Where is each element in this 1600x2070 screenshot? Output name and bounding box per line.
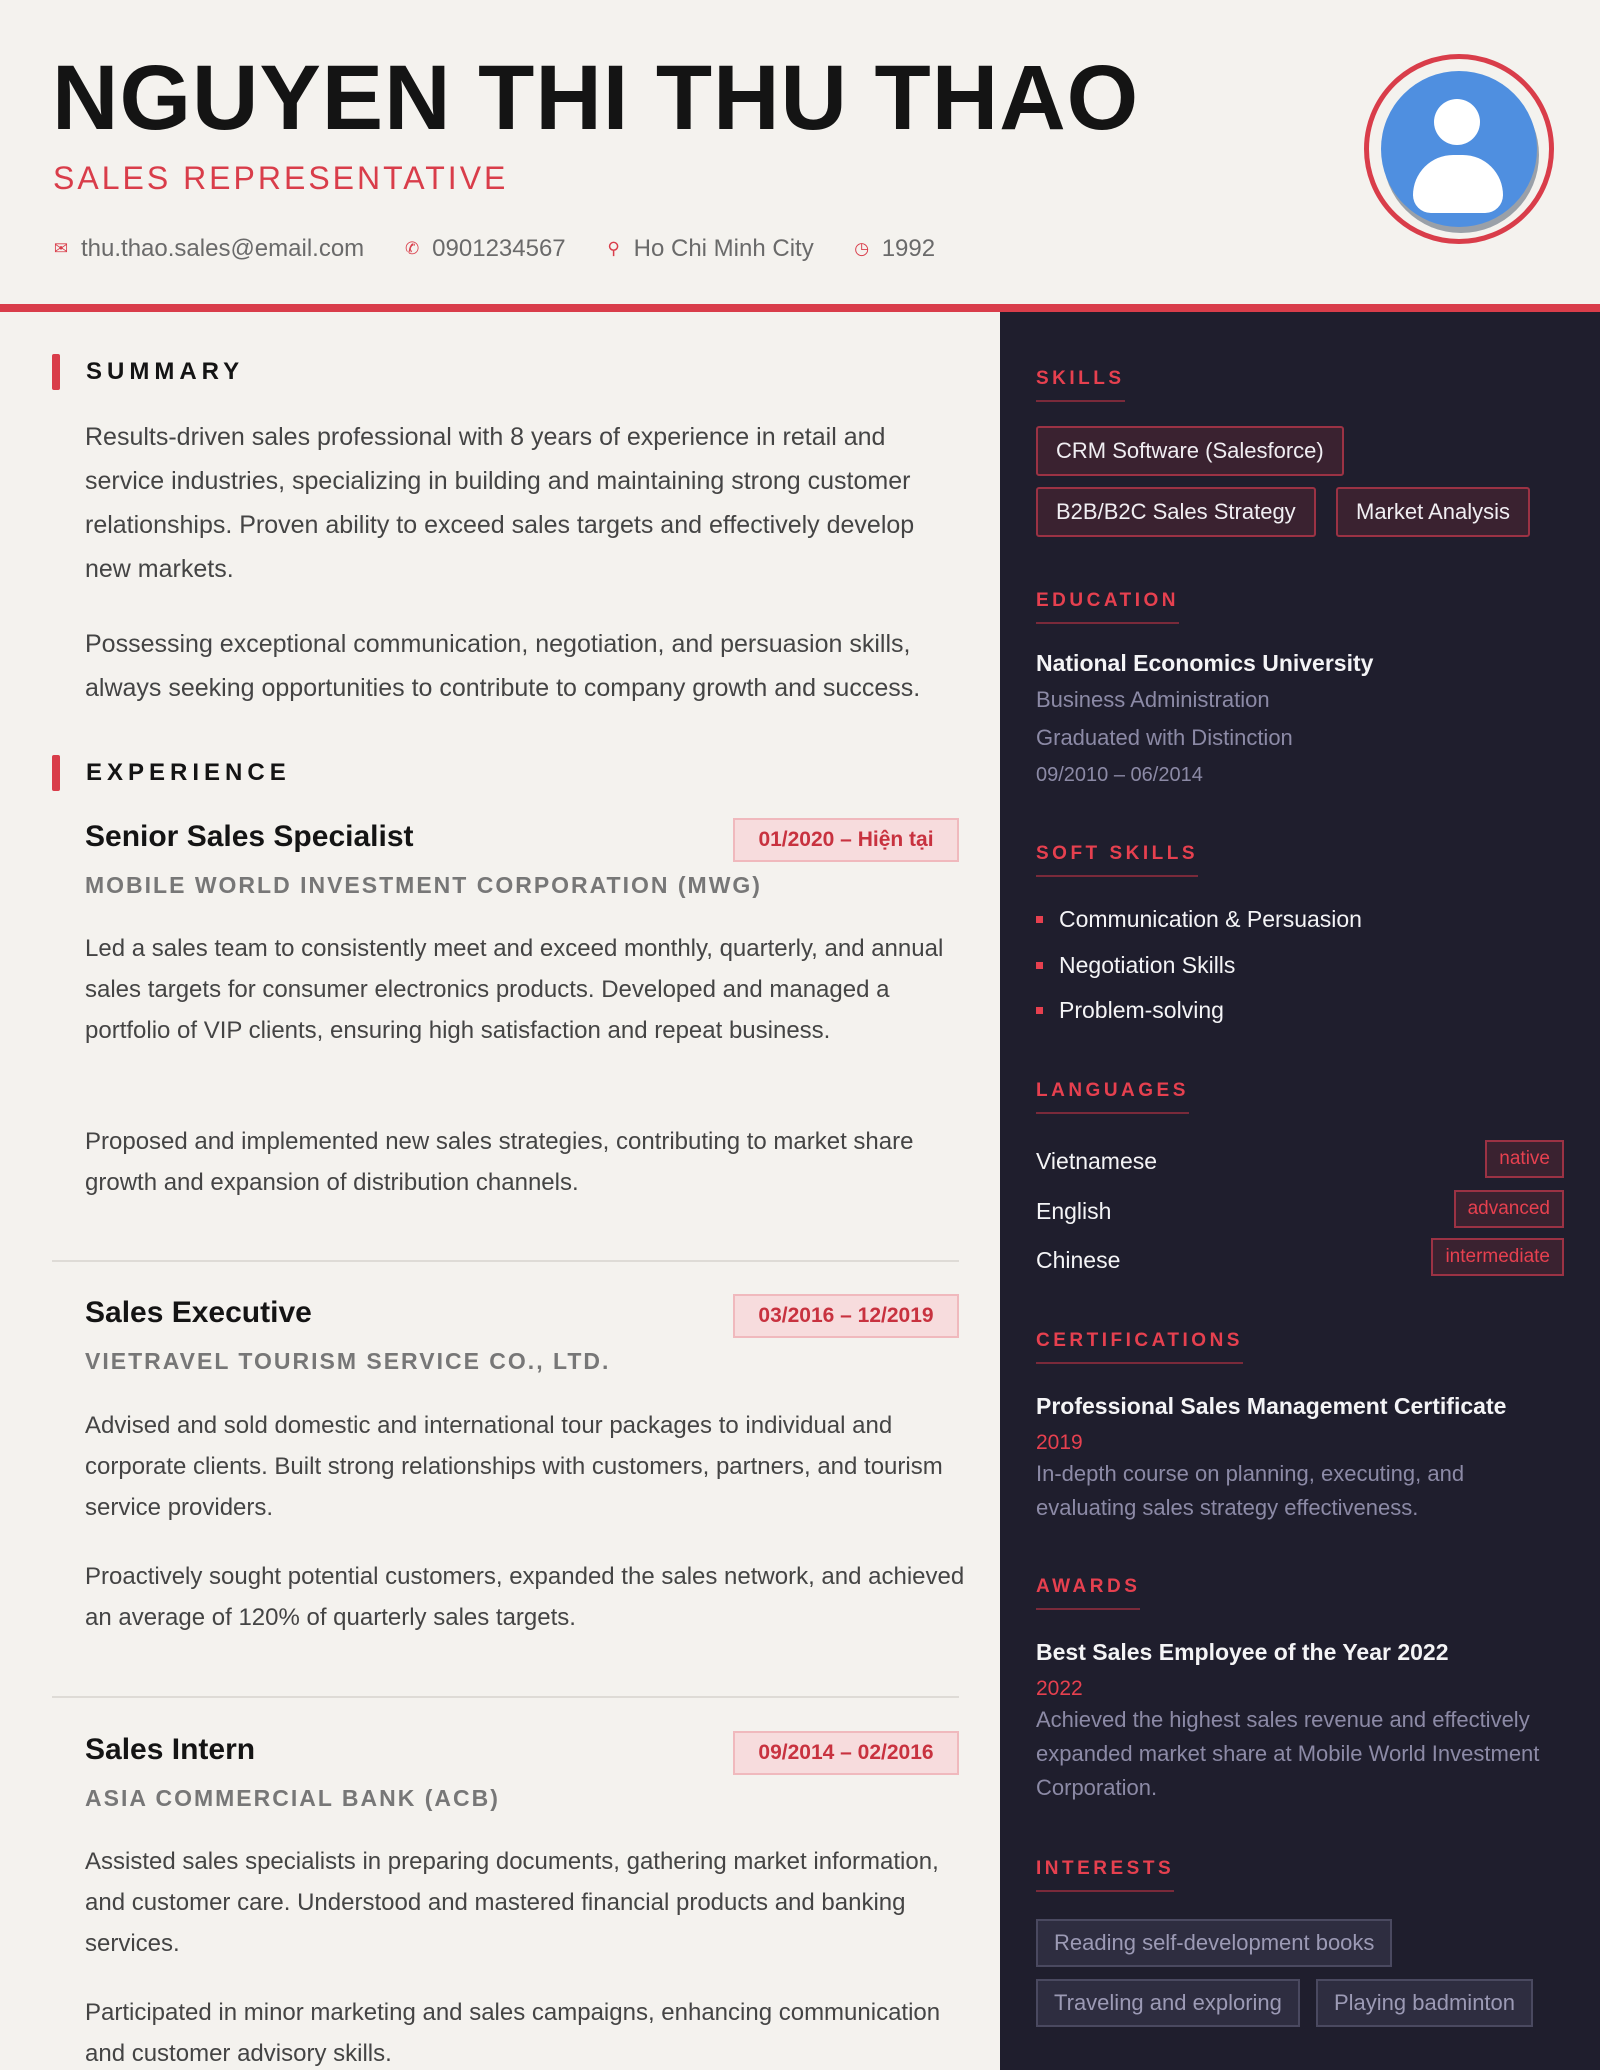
mail-icon: ✉ [53,239,69,258]
job-description-1: Assisted sales specialists in preparing documents, gathering market information, and customer care. Understood and mastered financial products and banking services. [85,1848,939,1957]
interest-tag: Traveling and exploring [1036,1979,1300,2027]
experience-heading [52,755,291,791]
job-company: ASIA COMMERCIAL BANK (ACB) [85,1785,500,1811]
soft-skill-item [1036,906,1362,933]
avatar-person-head-icon [1434,99,1480,145]
language-name: Chinese [1036,1247,1121,1273]
education-school: National Economics University [1036,650,1374,676]
soft-skill-label: Negotiation Skills [1059,952,1236,978]
job-description-2: Proposed and implemented new sales strategies, contributing to market share growth and expansion of distribution channels. [85,1128,914,1196]
location-pin-icon: ⚲ [607,239,620,258]
experience-title: EXPERIENCE [86,759,291,786]
summary-paragraph-1: Results-driven sales professional with 8 years of experience in retail and service industries, specializing in building and maintaining strong customer relationships. Proven ability to exceed sales targets and effectively develop new markets. [85,423,915,583]
soft-skills-title: SOFT SKILLS [1036,843,1198,877]
candidate-name: NGUYEN THI THU THAO [52,47,1140,149]
soft-skill-item [1036,952,1235,979]
bullet-icon [1036,916,1043,923]
job-title: Senior Sales Specialist [85,820,414,853]
certification-year: 2019 [1036,1431,1083,1454]
contact-phone[interactable] [404,235,565,263]
clock-icon: ◷ [854,239,870,258]
soft-skill-item [1036,997,1224,1024]
bullet-icon [1036,1007,1043,1014]
avatar-frame [1364,54,1554,244]
award-year: 2022 [1036,1677,1083,1700]
award-description: Achieved the highest sales revenue and effectively expanded market share at Mobile World Investment Corporation. [1036,1707,1540,1800]
languages-title: LANGUAGES [1036,1080,1189,1114]
job-divider [52,1260,959,1262]
contact-email[interactable] [53,235,364,263]
contact-location [606,235,814,263]
interest-tag: Reading self-development books [1036,1919,1392,1967]
avatar-person-body-icon [1413,155,1503,213]
awards-title: AWARDS [1036,1576,1140,1610]
education-title: EDUCATION [1036,590,1179,624]
contact-email-text: thu.thao.sales@email.com [81,235,365,262]
job-company: MOBILE WORLD INVESTMENT CORPORATION (MWG) [85,872,762,898]
education-dates: 09/2010 – 06/2014 [1036,764,1203,786]
contact-birth-year [854,235,935,263]
contact-list [53,235,975,263]
section-accent-bar [52,354,60,390]
education-honor: Graduated with Distinction [1036,725,1293,750]
job-description-2: Proactively sought potential customers, expanded the sales network, and achieved an average of 120% of quarterly sales targets. [85,1563,965,1631]
certification-description: In-depth course on planning, executing, and evaluating sales strategy effectiveness. [1036,1461,1465,1520]
main-column [0,312,1000,2070]
skill-tag: CRM Software (Salesforce) [1036,426,1344,476]
resume-header [0,0,1600,305]
skill-tag: Market Analysis [1336,487,1530,537]
contact-birth-year-text: 1992 [881,235,936,262]
award-name: Best Sales Employee of the Year 2022 [1036,1639,1449,1665]
skill-tag: B2B/B2C Sales Strategy [1036,487,1316,537]
language-level-badge: intermediate [1431,1238,1564,1276]
job-description-1: Led a sales team to consistently meet and exceed monthly, quarterly, and annual sales targets for consumer electronics products. Developed and managed a portfolio of VIP clients, ensuring high satisfaction and repeat business. [85,935,944,1044]
language-name: Vietnamese [1036,1148,1158,1174]
avatar [1381,71,1537,227]
education-major: Business Administration [1036,687,1270,712]
job-date-badge: 09/2014 – 02/2016 [733,1731,959,1775]
job-date-badge: 03/2016 – 12/2019 [733,1294,959,1338]
language-name: English [1036,1198,1112,1224]
job-description-2: Participated in minor marketing and sales campaigns, enhancing communication and customer advisory skills. [85,1999,941,2067]
certifications-title: CERTIFICATIONS [1036,1330,1243,1364]
header-divider [0,304,1600,312]
section-accent-bar [52,755,60,791]
job-divider [52,1696,959,1698]
soft-skill-label: Communication & Persuasion [1059,906,1362,932]
certification-name: Professional Sales Management Certificate [1036,1393,1507,1419]
language-level-badge: native [1485,1140,1564,1178]
contact-location-text: Ho Chi Minh City [633,235,814,262]
contact-phone-text: 0901234567 [432,235,566,262]
interests-title: INTERESTS [1036,1858,1174,1892]
summary-paragraph-2: Possessing exceptional communication, negotiation, and persuasion skills, always seeking opportunities to contribute to company growth and success. [85,630,921,702]
job-title: Sales Executive [85,1296,312,1329]
language-level-badge: advanced [1454,1190,1564,1228]
summary-title: SUMMARY [86,358,245,385]
job-description-1: Advised and sold domestic and international tour packages to individual and corporate clients. Built strong relationships with customers, partners, and tourism service providers. [85,1412,943,1521]
sidebar [1000,312,1600,2070]
job-company: VIETRAVEL TOURISM SERVICE CO., LTD. [85,1348,611,1374]
candidate-role: SALES REPRESENTATIVE [53,160,509,196]
job-title: Sales Intern [85,1733,256,1766]
soft-skill-label: Problem-solving [1059,997,1224,1023]
skills-title: SKILLS [1036,368,1125,402]
bullet-icon [1036,962,1043,969]
summary-heading [52,354,244,390]
job-date-badge: 01/2020 – Hiện tại [733,818,959,862]
phone-icon: ✆ [405,239,420,258]
interest-tag: Playing badminton [1316,1979,1533,2027]
